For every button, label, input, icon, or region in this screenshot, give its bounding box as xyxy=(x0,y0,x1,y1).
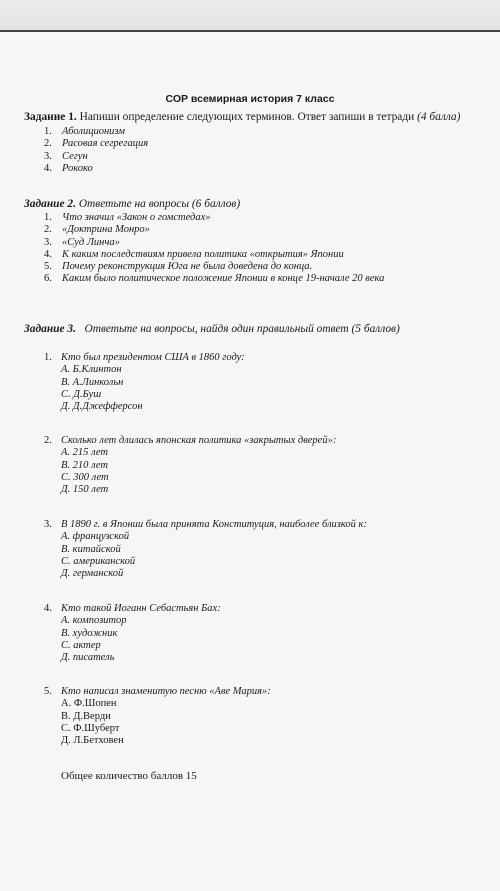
task2-heading xyxy=(24,198,240,210)
question-item: 6. Каким было политическое положение Японии в конце 19-начале 20 века xyxy=(44,273,385,285)
task1-heading xyxy=(24,111,460,123)
answer-option: С. Ф.Шуберт xyxy=(61,722,120,734)
page-title: СОР всемирная история 7 класс xyxy=(165,93,335,105)
mc-question-1: 1. Кто был президентом США в 1860 году: А. Б.Клинтон В. А.Линкольн С. Д.Буш Д. Д.Джефферсон xyxy=(44,352,245,413)
mc-question-4: 4. Кто такой Иоганн Себастьян Бах: А. композитор В. художник С. актер Д. писатель xyxy=(44,603,221,664)
term-item: 3. Сегун xyxy=(44,150,88,162)
answer-option: С. Д.Буш xyxy=(61,388,102,400)
question-item: 2. «Доктрина Монро» xyxy=(44,224,150,236)
task3-text: Ответьте на вопросы, найдя один правильный ответ (5 баллов) xyxy=(84,323,400,335)
answer-option: Д. 150 лет xyxy=(61,484,109,496)
answer-option: А. Б.Клинтон xyxy=(61,364,122,376)
page-fold-line xyxy=(0,30,500,32)
answer-option: С. 300 лет xyxy=(61,471,109,483)
task3-label: Задание 3. xyxy=(24,323,76,335)
task2-text: Ответьте на вопросы (6 баллов) xyxy=(78,198,241,210)
task1-points: (4 балла) xyxy=(417,111,461,123)
answer-option: Д. писатель xyxy=(61,652,115,664)
mc-question-3: 3. В 1890 г. в Японии была принята Конституция, наиболее близкой к: А. французской В. китайской С. американской Д. германской xyxy=(44,519,367,580)
task2-question-list xyxy=(44,212,384,286)
question-text: Кто был президентом США в 1860 году: xyxy=(61,352,245,363)
task1-label: Задание 1. xyxy=(24,111,77,123)
question-item: 5. Почему реконструкция Юга не была доведена до конца. xyxy=(44,261,313,273)
task3-heading xyxy=(24,323,400,335)
answer-option: С. американской xyxy=(61,555,136,567)
mc-question-2: 2. Сколько лет длилась японская политика «закрытых дверей»: А. 215 лет В. 210 лет С. 300 лет Д. 150 лет xyxy=(44,435,337,496)
task1-term-list xyxy=(44,126,148,175)
answer-option: А. 215 лет xyxy=(61,447,108,459)
answer-option: Д. Д.Джефферсон xyxy=(61,401,143,413)
task2-label: Задание 2. xyxy=(24,198,76,210)
question-item: 1. Что значил «Закон о гомстедах» xyxy=(44,212,211,223)
answer-option: В. Д.Верди xyxy=(61,710,111,722)
answer-option: Д. германской xyxy=(61,568,124,580)
question-text: Кто написал знаменитую песню «Аве Мария»: xyxy=(61,686,271,697)
answer-option: В. художник xyxy=(61,627,118,639)
mc-question-5: 5. Кто написал знаменитую песню «Аве Мария»: А. Ф.Шопен В. Д.Верди С. Ф.Шуберт Д. Л.Бетховен xyxy=(44,686,271,747)
term-item: 4. Рококо xyxy=(44,162,93,174)
task1-text: Напиши определение следующих терминов. Ответ запиши в тетради xyxy=(79,111,415,123)
total-score: Общее количество баллов 15 xyxy=(61,770,197,782)
answer-option: А. композитор xyxy=(61,615,127,627)
answer-option: А. французской xyxy=(61,531,130,543)
answer-option: А. Ф.Шопен xyxy=(61,698,117,710)
answer-option: В. 210 лет xyxy=(61,459,108,471)
term-item: 2. Расовая сегрегация xyxy=(44,138,149,150)
page-top-edge xyxy=(0,0,500,30)
answer-option: С. актер xyxy=(61,639,101,651)
answer-option: В. А.Линкольн xyxy=(61,376,124,388)
question-text: В 1890 г. в Японии была принята Конституция, наиболее близкой к: xyxy=(61,519,367,530)
term-item: 1. Аболиционизм xyxy=(44,126,125,137)
question-text: Сколько лет длилась японская политика «закрытых дверей»: xyxy=(61,435,337,446)
answer-option: В. китайской xyxy=(61,543,121,555)
question-text: Кто такой Иоганн Себастьян Бах: xyxy=(61,603,221,614)
question-item: 3. «Суд Линча» xyxy=(44,236,120,248)
answer-option: Д. Л.Бетховен xyxy=(61,735,124,747)
question-item: 4. К каким последствиям привела политика «открытия» Японии xyxy=(44,248,344,260)
